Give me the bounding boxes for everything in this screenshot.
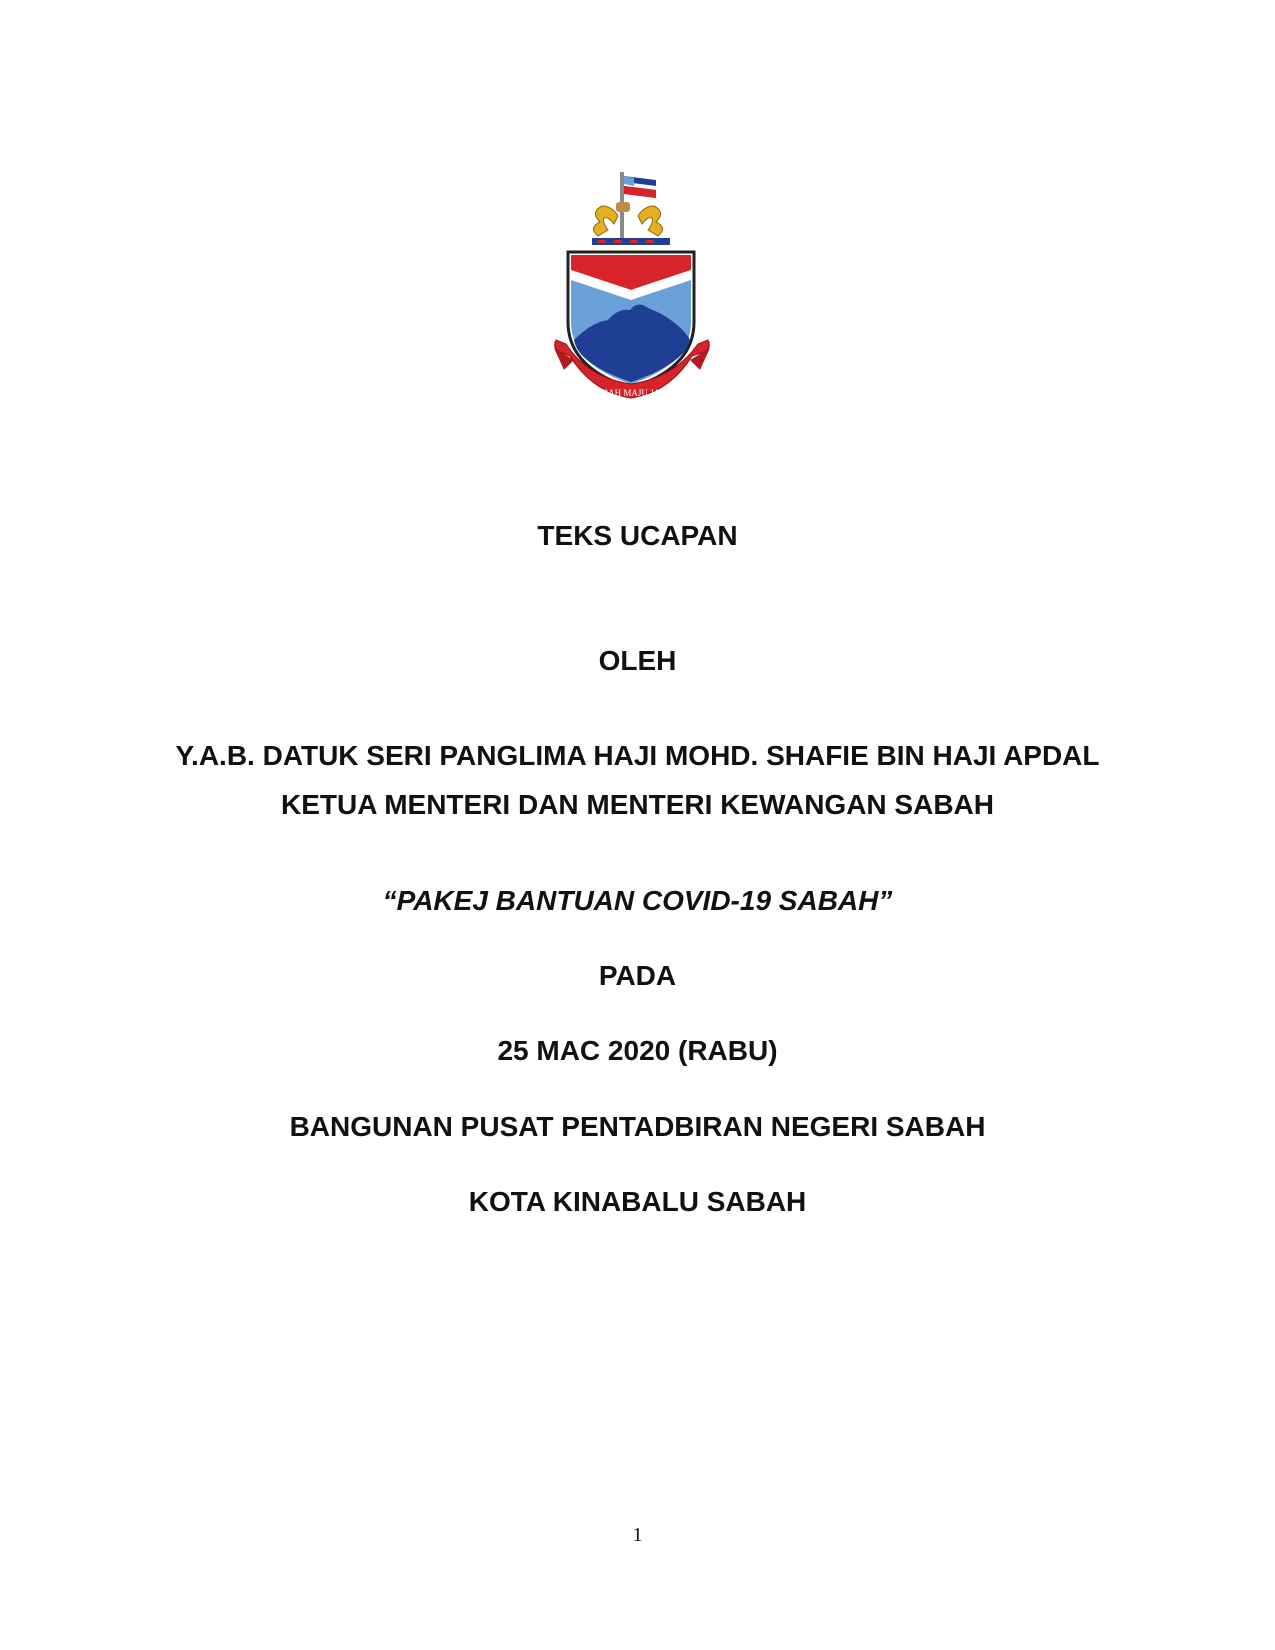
- venue-building: BANGUNAN PUSAT PENTADBIRAN NEGERI SABAH: [289, 1111, 986, 1142]
- event-date: 25 MAC 2020 (RABU): [497, 1035, 778, 1066]
- event-title: “PAKEJ BANTUAN COVID-19 SABAH”: [382, 885, 893, 916]
- venue-city: KOTA KINABALU SABAH: [468, 1186, 807, 1217]
- page-number: 1: [632, 1524, 643, 1546]
- on-label: PADA: [598, 960, 677, 991]
- speaker-name: Y.A.B. DATUK SERI PANGLIMA HAJI MOHD. SHAFIE BIN HAJI APDAL: [175, 740, 1100, 771]
- document-title: TEKS UCAPAN: [537, 520, 738, 551]
- sabah-coat-of-arms-icon: [552, 172, 712, 418]
- speaker-position: KETUA MENTERI DAN MENTERI KEWANGAN SABAH: [281, 789, 994, 820]
- crest-motto: SABAH MAJU JAYA: [590, 388, 672, 398]
- by-label: OLEH: [598, 645, 677, 676]
